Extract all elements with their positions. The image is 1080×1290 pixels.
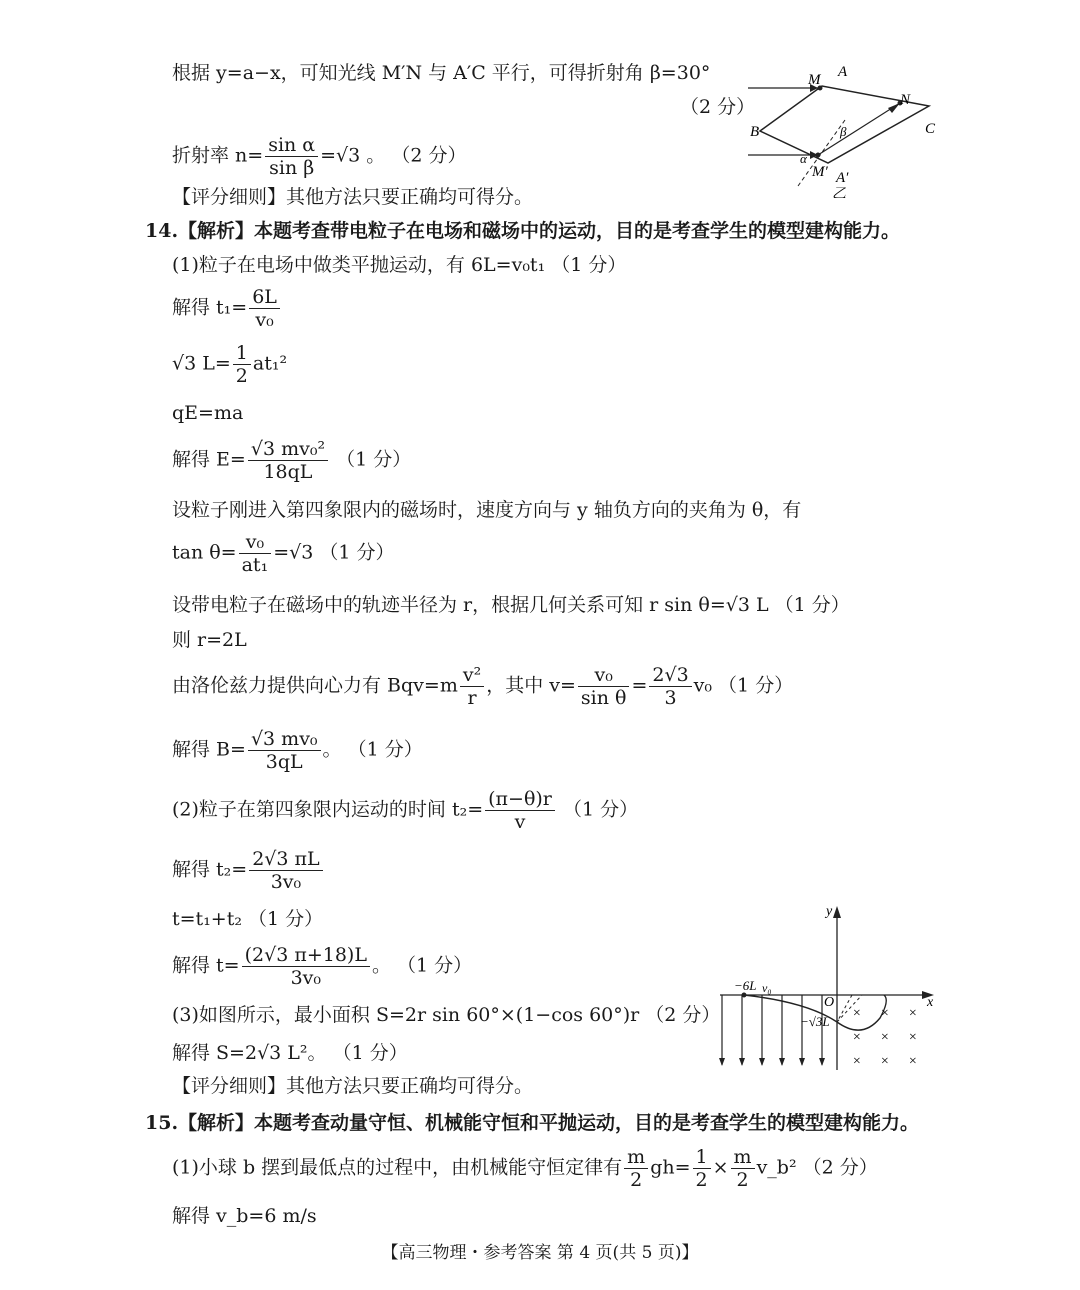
prism-refraction-figure [740,58,950,198]
field-cross: × [908,1054,918,1069]
axis-x-label: x [927,995,934,1010]
q14-line-6: 设粒子刚进入第四象限内的磁场时，速度方向与 y 轴负方向的夹角为 θ，有 [172,499,802,521]
q14-heading: 14.【解析】本题考查带电粒子在电场和磁场中的运动，目的是考查学生的模型建构能力。 [145,220,901,242]
field-trajectory-figure [712,900,947,1080]
figure-caption: 乙 [832,187,846,198]
q14-line-4: qE=ma [172,402,244,424]
q13-line-2: 折射率 n= $\frac{\text{sin α}}{\text{sin β}}$ =√3 。 （2 分） [172,134,467,179]
q15-line-1: (1)小球 b 摆到最低点的过程中，由机械能守恒定律有 $\frac{m}{2}$ gh= $\frac{1}{2}$ × $\frac{m}{2}$ v_b² （2 分） [172,1146,878,1191]
field-cross: × [880,1030,890,1045]
q14-line-1: (1)粒子在电场中做类平抛运动，有 6L=v₀t₁ （1 分） [172,254,627,276]
q14-grading-note: 【评分细则】其他方法只要正确均可得分。 [172,1075,534,1097]
q14-line-13: 解得 t₂= $\frac{2√3 \pi L}{\text{3v₀}}$ [172,848,325,893]
field-cross: × [852,1030,862,1045]
q13-line-1: 根据 y=a−x，可知光线 M′N 与 A′C 平行，可得折射角 β=30° [172,62,711,84]
q14-line-10: 由洛伦兹力提供向心力有 Bqv=m $\frac{\text{v²}}{r}$ ，其中 v= $\frac{\text{v₀}}{\text{sin θ}}$ = $\frac{2√3}{3}$ v₀ （1 分） [172,664,794,709]
q13-grading-note: 【评分细则】其他方法只要正确均可得分。 [172,186,534,208]
q14-line-3: √3 L= $\frac{1}{2}$ at₁² [172,342,288,387]
label-A: A [838,64,848,80]
label-neg-root3-L: −√3L [800,1014,830,1029]
q14-line-8: 设带电粒子在磁场中的轨迹半径为 r，根据几何关系可知 r sin θ=√3 L （1 分） [172,594,850,616]
label-alpha: α [800,151,807,166]
label-M: M [808,72,821,88]
label-N: N [900,92,911,108]
q14-line-11: 解得 B= $\frac{\text{√3 mv₀}}{3qL}$ 。 （1 分） [172,728,423,773]
field-cross: × [880,1006,890,1021]
label-beta: β [840,124,847,139]
q14-line-17: 解得 S=2√3 L²。 （1 分） [172,1042,408,1064]
field-cross: × [852,1006,862,1021]
q14-line-12: (2)粒子在第四象限内运动的时间 t₂= $\frac{(\pi-\theta)r}{v}$ （1 分） [172,788,639,833]
origin-label: O [824,995,835,1010]
field-cross: × [908,1030,918,1045]
q14-line-16: (3)如图所示，最小面积 S=2r sin 60°×(1−cos 60°)r （2 分） [172,1004,721,1026]
label-neg6L: −6L [734,978,757,993]
label-B: B [750,124,760,140]
q14-line-9: 则 r=2L [172,629,247,651]
field-cross: × [852,1054,862,1069]
q13-score-1: （2 分） [680,96,756,118]
axis-y-label: y [826,904,833,919]
label-M-prime: M′ [812,164,828,180]
q15-heading: 15.【解析】本题考查动量守恒、机械能守恒和平抛运动，目的是考查学生的模型建构能力。 [145,1112,920,1134]
q14-line-14: t=t₁+t₂ （1 分） [172,908,324,930]
field-cross: × [880,1054,890,1069]
q14-line-5: 解得 E= $\frac{\text{√3 mv₀²}}{18qL}$ （1 分） [172,438,412,483]
q15-line-2: 解得 v_b=6 m/s [172,1205,317,1227]
label-C: C [925,121,936,137]
page-footer: 【高三物理・参考答案 第 4 页(共 5 页)】 [381,1243,699,1263]
q14-line-7: tan θ= $\frac{\text{v₀}}{\text{at₁}}$ =√3 （1 分） [172,531,395,576]
label-A-prime: A′ [836,170,849,186]
field-cross: × [908,1006,918,1021]
q14-line-2: 解得 t₁= $\frac{6L}{\text{v₀}}$ [172,286,282,331]
q14-line-15: 解得 t= $\frac{(2√3 \pi+18)L}{\text{3v₀}}$ 。 （1 分） [172,944,473,989]
label-v0: v₀ [762,981,772,995]
